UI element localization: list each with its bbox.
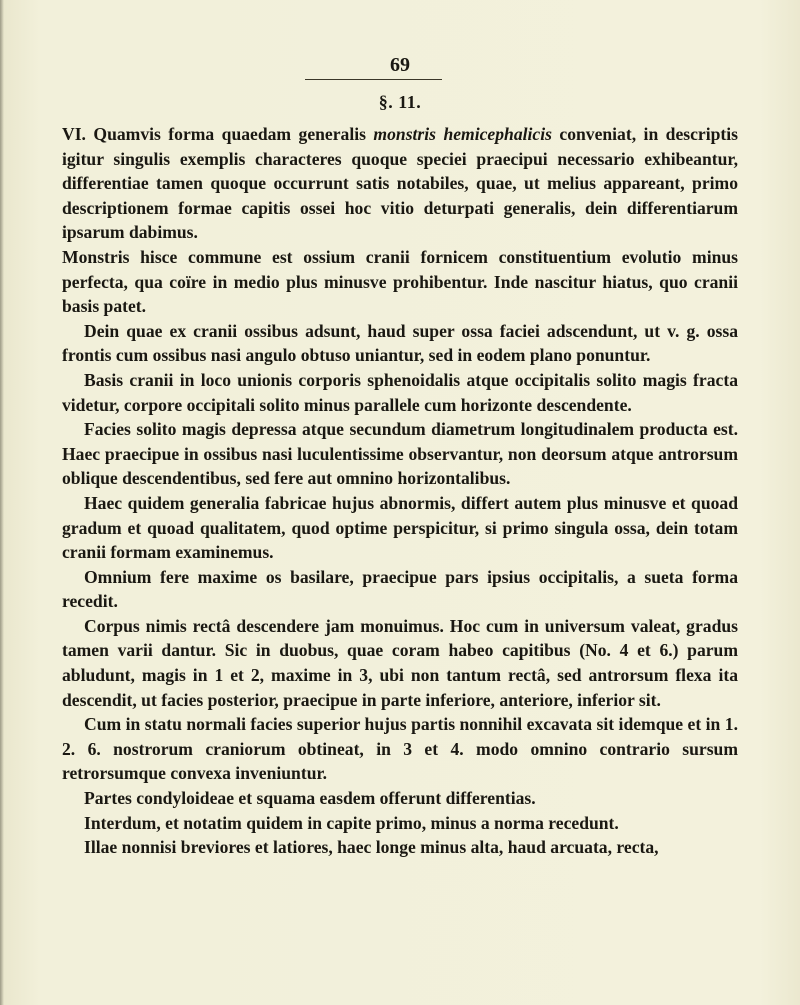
paragraph-11: Interdum, et notatim quidem in capite primo, minus a norma recedunt. [84, 812, 619, 833]
page-number-rule [305, 79, 442, 80]
paragraph-10: Partes condyloideae et squama easdem offerunt differentias. [84, 788, 536, 809]
paragraph-1-rest: conveniat, in descriptis igitur singulis exemplis characteres quoque speciei praecipui necessario exhibeantur, differentiae tamen quoque occurrunt satis notabiles, quae, ut melius appareant, primo descriptionem formae capitis ossei hoc vitio deturpati generalis, dein differentiarum ipsarum dabimus. [62, 124, 739, 243]
paragraph-6: Haec quidem generalia fabricae hujus abnormis, differt autem plus minusve et quoad gradum et quoad qualitatem, quod optime perspicitur, si primo singula ossa, dein totam cranii formam examinemus. [62, 492, 738, 563]
paragraph-1-italic: monstris hemicephalicis [373, 124, 552, 144]
paragraph-8: Corpus nimis rectâ descendere jam monuimus. Hoc cum in universum valeat, gradus tamen varii dantur. Sic in duobus, quae coram habeo capitibus (No. 4 et 6.) parum abludunt, magis in 1 et 2, maxime in 3, ubi non tantum rectâ, sed antrorsum flexa ita descendit, ut facies posterior, praecipue in parte inferiore, anteriore, inferior sit. [62, 615, 738, 710]
paragraph-7: Omnium fere maxime os basilare, praecipue pars ipsius occipitalis, a sueta forma recedit. [62, 566, 738, 612]
paragraph-1 [62, 122, 738, 245]
paragraph-5: Facies solito magis depressa atque secundum diametrum longitudinalem producta est. Haec praecipue in ossibus nasi luculentissime observantur, non deorsum atque antrorsum oblique descendentibus, sed fere aut omnino horizontalibus. [62, 419, 738, 489]
paragraph-4: Basis cranii in loco unionis corporis sphenoidalis atque occipitalis solito magis fracta videtur, corpore occipitali solito minus parallele cum horizonte descendente. [62, 369, 738, 415]
page-number: 69 [390, 54, 410, 76]
paragraph-12: Illae nonnisi breviores et latiores, haec longe minus alta, haud arcuata, recta, [84, 837, 659, 858]
paragraph-3: Dein quae ex cranii ossibus adsunt, haud super ossa faciei adscendunt, ut v. g. ossa frontis cum ossibus nasi angulo obtuso uniantur, sed in eodem plano ponuntur. [62, 320, 738, 366]
paragraph-9: Cum in statu normali facies superior hujus partis nonnihil excavata sit idemque et in 1. 2. 6. nostrorum craniorum obtineat, in 3 et 4. modo omnino contrario sursum retrorsumque convexa inveniuntur. [62, 714, 738, 784]
body-text [62, 122, 738, 860]
section-heading: §. 11. [378, 92, 422, 112]
page-binding-edge [0, 0, 4, 1005]
paragraph-2: Monstris hisce commune est ossium cranii fornicem constituentium evolutio minus perfecta, qua coïre in medio plus minusve prohibentur. Inde nascitur hiatus, quo cranii basis patet. [62, 246, 738, 317]
paragraph-1-lead: VI. Quamvis forma quaedam generalis [62, 124, 374, 144]
